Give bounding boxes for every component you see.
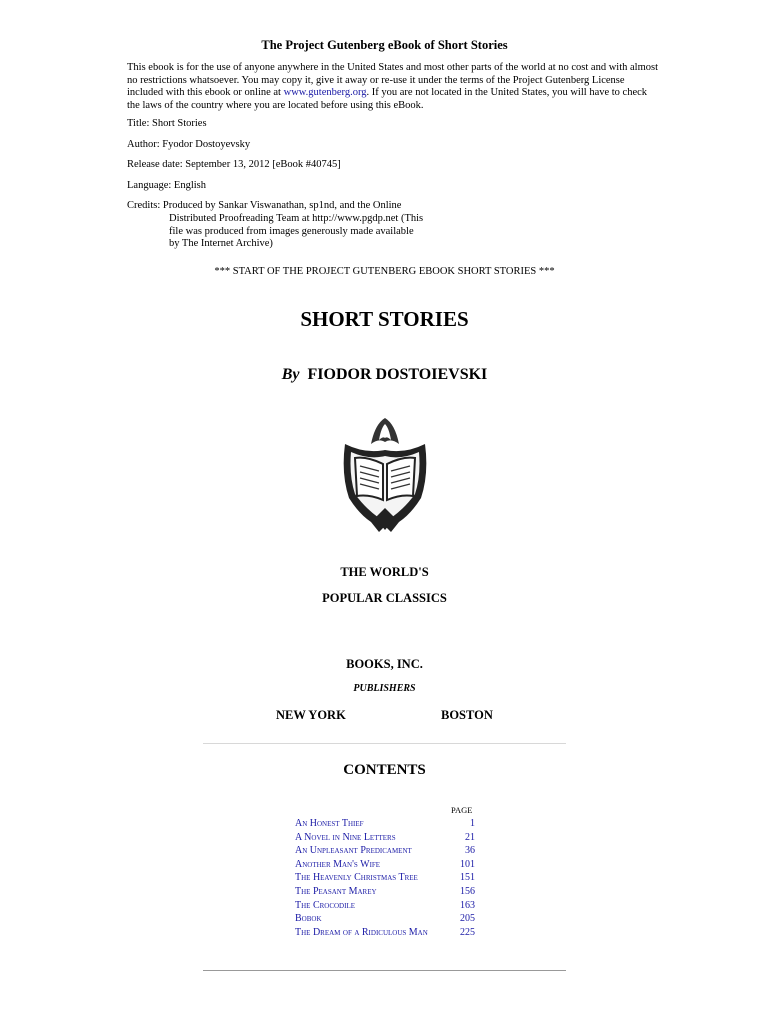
- publishers-label: PUBLISHERS: [353, 683, 416, 694]
- toc-page[interactable]: 1: [470, 818, 475, 829]
- toc-row[interactable]: [295, 899, 475, 913]
- license-line-2: no restrictions whatsoever. You may copy it, give it away or re-use it under the terms of the Project Gutenberg License: [127, 74, 625, 86]
- toc-row[interactable]: [295, 858, 475, 872]
- divider-top: [203, 743, 566, 744]
- license-line-3-post: . If you are not located in the United States, you will have to check: [366, 87, 648, 98]
- table-of-contents: [295, 817, 475, 939]
- toc-title[interactable]: The Dream of a Ridiculous Man: [295, 926, 428, 938]
- toc-title[interactable]: The Heavenly Christmas Tree: [295, 872, 418, 884]
- meta-language: Language: English: [127, 180, 207, 191]
- publisher-name: BOOKS, INC.: [346, 657, 423, 671]
- toc-title[interactable]: Bobok: [295, 913, 322, 925]
- toc-page[interactable]: 21: [465, 831, 475, 843]
- meta-release-date: Release date: September 13, 2012 [eBook #40745]: [127, 159, 341, 170]
- toc-title[interactable]: The Peasant Marey: [295, 885, 377, 897]
- credits-line: by The Internet Archive): [169, 238, 273, 249]
- page-title: The Project Gutenberg eBook of Short Stories: [261, 38, 508, 52]
- credits-line: Distributed Proofreading Team at http://www.pgdp.net (This: [169, 213, 424, 224]
- start-marker: *** START OF THE PROJECT GUTENBERG EBOOK SHORT STORIES ***: [214, 266, 555, 277]
- toc-title[interactable]: An Unpleasant Predicament: [295, 845, 412, 857]
- license-line-3: [127, 87, 667, 100]
- divider-bottom: [203, 970, 566, 971]
- toc-row[interactable]: [295, 912, 475, 926]
- series-line-1: THE WORLD'S: [340, 565, 429, 579]
- toc-page[interactable]: 36: [465, 845, 475, 857]
- toc-row[interactable]: [295, 844, 475, 858]
- toc-row[interactable]: [295, 871, 475, 885]
- toc-row[interactable]: [295, 926, 475, 940]
- byline: [127, 366, 642, 384]
- toc-page[interactable]: 205: [460, 913, 475, 925]
- toc-title[interactable]: A Novel in Nine Letters: [295, 831, 396, 843]
- license-line-1: This ebook is for the use of anyone anywhere in the United States and most other parts of the world at no cost and with almost: [127, 62, 659, 73]
- toc-page[interactable]: 156: [460, 885, 475, 897]
- toc-row[interactable]: [295, 885, 475, 899]
- city-boston: BOSTON: [441, 708, 493, 722]
- meta-credits: Credits: Produced by Sankar Viswanathan, sp1nd, and the Online: [127, 200, 402, 211]
- toc-page[interactable]: 163: [460, 899, 475, 911]
- toc-page[interactable]: 101: [460, 858, 475, 870]
- book-emblem-icon: [335, 414, 435, 534]
- license-line-3-pre: included with this ebook or online at: [127, 87, 284, 98]
- license-notice: [127, 62, 667, 112]
- book-title: SHORT STORIES: [300, 307, 469, 331]
- credits-line: file was produced from images generously made available: [169, 225, 414, 237]
- meta-author: Author: Fyodor Dostoyevsky: [127, 139, 251, 150]
- toc-title[interactable]: The Crocodile: [295, 899, 355, 911]
- series-line-2: POPULAR CLASSICS: [322, 591, 447, 605]
- page-column-label: PAGE: [451, 805, 473, 815]
- license-line-4: the laws of the country where you are located before using this eBook.: [127, 99, 424, 111]
- meta-title: Title: Short Stories: [127, 118, 207, 129]
- gutenberg-link[interactable]: www.gutenberg.org: [283, 87, 367, 98]
- toc-title[interactable]: An Honest Thief: [295, 818, 364, 829]
- toc-row[interactable]: [295, 831, 475, 845]
- book-author: FIODOR DOSTOIEVSKI: [307, 366, 488, 383]
- toc-row[interactable]: [295, 817, 475, 831]
- toc-page[interactable]: 225: [460, 926, 475, 938]
- city-new-york: NEW YORK: [276, 708, 346, 722]
- contents-heading: CONTENTS: [343, 762, 426, 778]
- toc-title[interactable]: Another Man's Wife: [295, 858, 381, 870]
- by-label: By: [281, 366, 300, 383]
- meta-credits-continued: [169, 213, 423, 251]
- toc-page[interactable]: 151: [460, 872, 475, 884]
